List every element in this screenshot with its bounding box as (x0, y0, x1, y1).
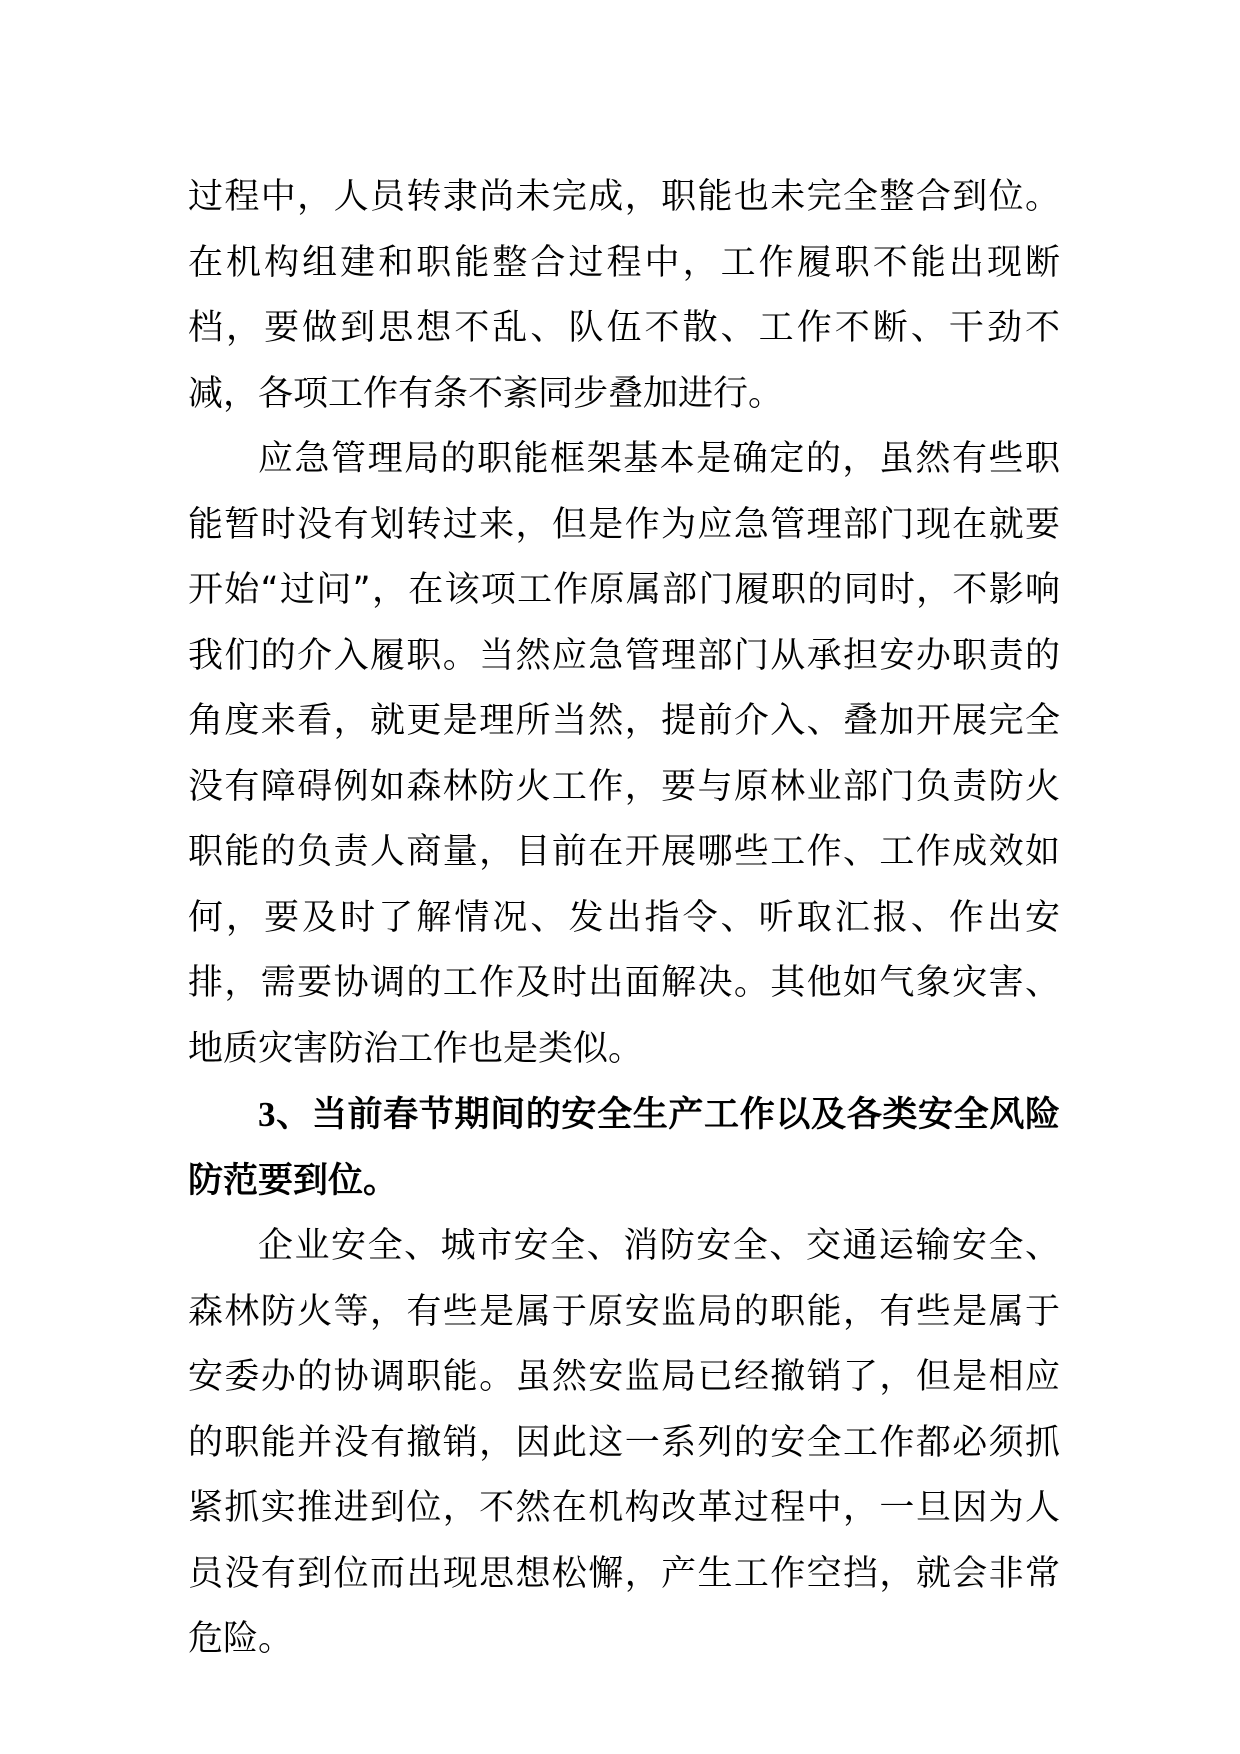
paragraph-safety-work: 企业安全、城市安全、消防安全、交通运输安全、森林防火等，有些是属于原安监局的职能，有些是属于安委办的协调职能。虽然安监局已经撤销了，但是相应的职能并没有撤销，因此这一系列的安全工作都必须抓紧抓实推进到位，不然在机构改革过程中，一旦因为人员没有到位而出现思想松懈，产生工作空挡，就会非常危险。 (188, 1226, 1060, 1659)
paragraph-functional-framework: 应急管理局的职能框架基本是确定的，虽然有些职能暂时没有划转过来，但是作为应急管理部门现在就要开始“过问”，在该项工作原属部门履职的同时，不影响我们的介入履职。当然应急管理部门从承担安办职责的角度来看，就更是理所当然，提前介入、叠加开展完全没有障碍例如森林防火工作，要与原林业部门负责防火职能的负责人商量，目前在开展哪些工作、工作成效如何，要及时了解情况、发出指令、听取汇报、作出安排，需要协调的工作及时出面解决。其他如气象灾害、地质灾害防治工作也是类似。 (188, 439, 1060, 1069)
section-heading-3 (188, 1082, 1060, 1214)
section-heading-text: 、当前春节期间的安全生产工作以及各类安全风险防范要到位。 (188, 1095, 1060, 1201)
section-heading-number: 3 (258, 1095, 276, 1134)
paragraph-continuation: 过程中，人员转隶尚未完成，职能也未完全整合到位。在机构组建和职能整合过程中，工作履职不能出现断档，要做到思想不乱、队伍不散、工作不断、干劲不减，各项工作有条不紊同步叠加进行。 (188, 177, 1060, 414)
document-body (188, 165, 1060, 1673)
